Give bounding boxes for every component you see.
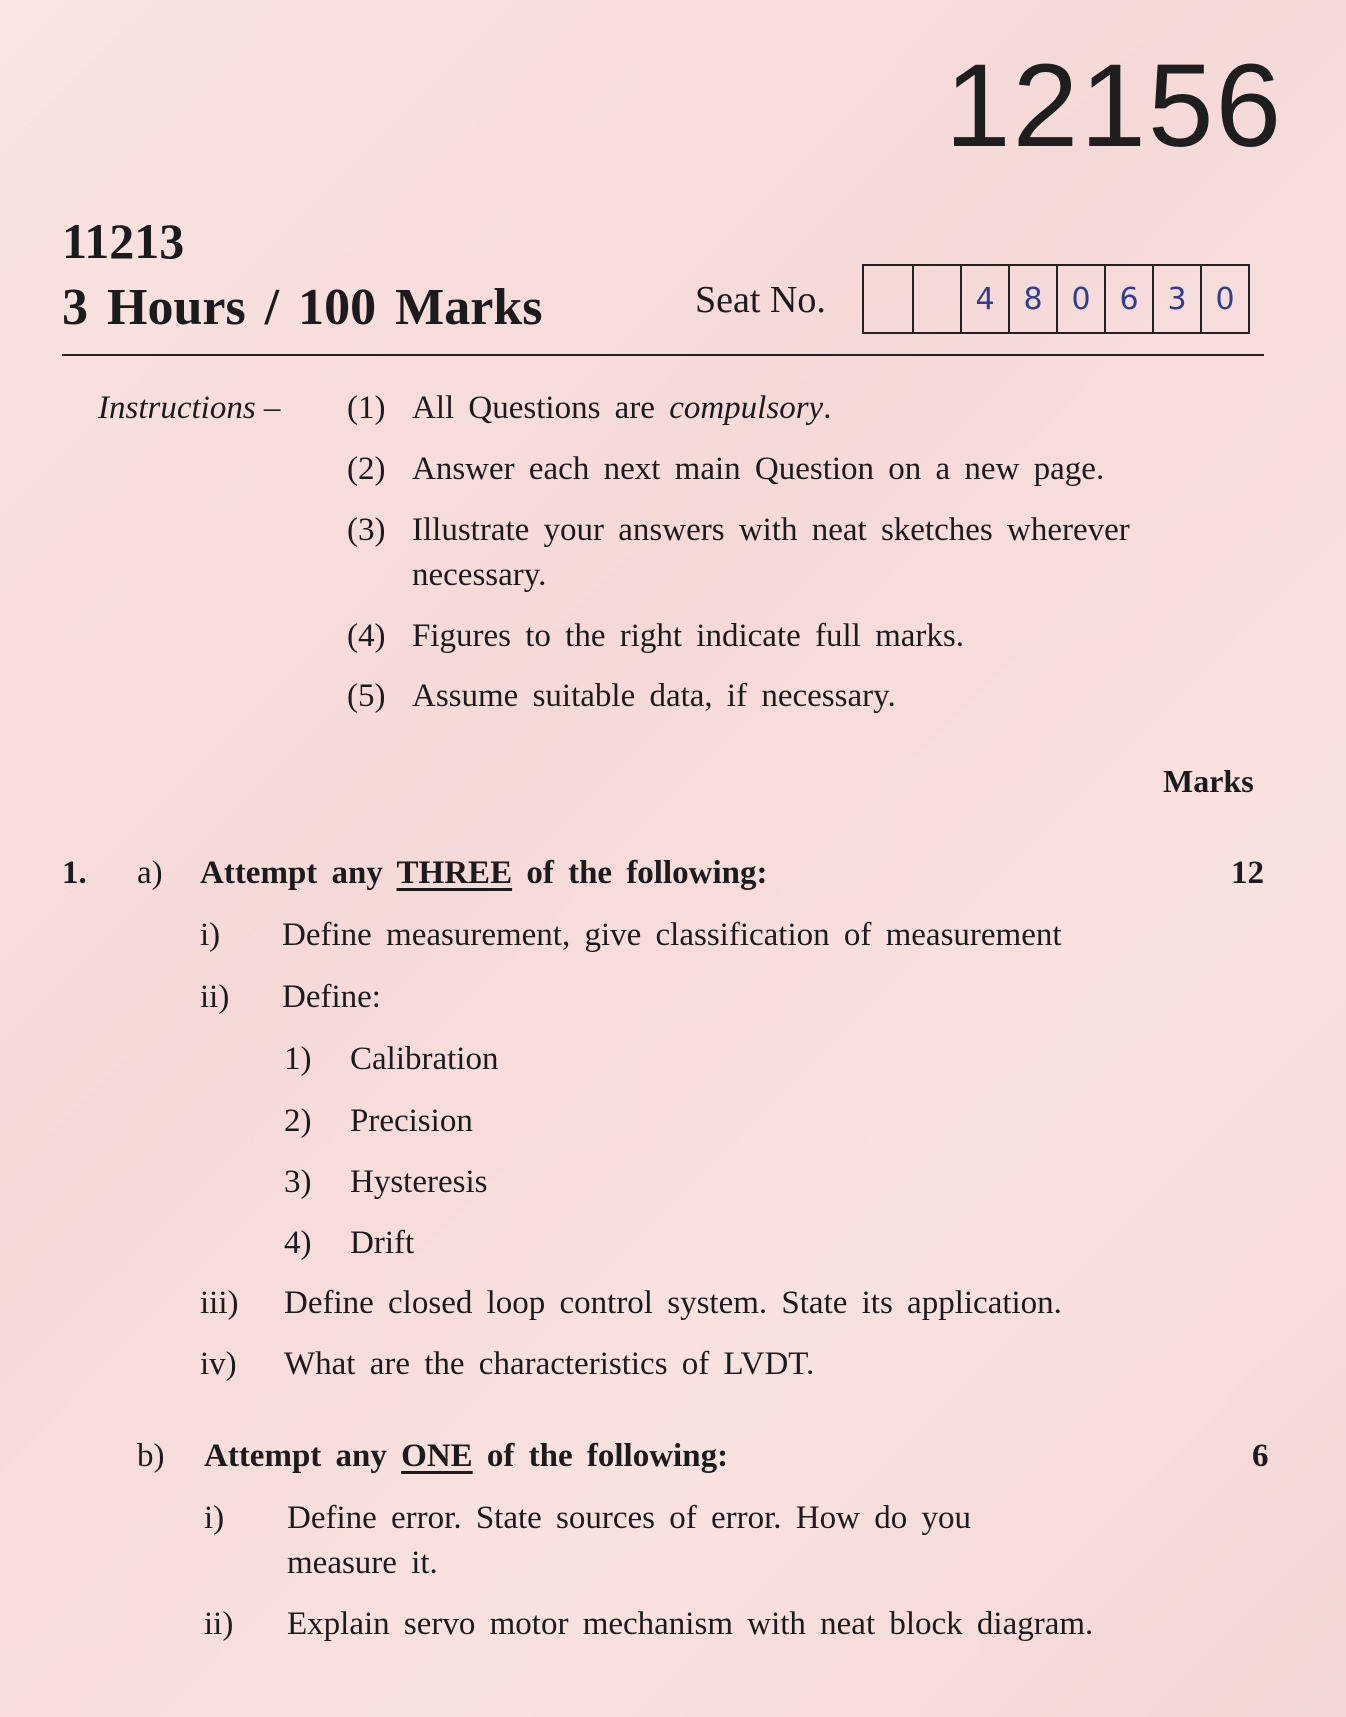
paper-code-large: 12156 — [945, 40, 1284, 172]
define-number: 4) — [284, 1225, 312, 1261]
instruction-text: Answer each next main Question on a new page. — [412, 451, 1105, 487]
instruction-text: All Questions are compulsory. — [412, 390, 832, 426]
define-number: 3) — [284, 1164, 312, 1200]
marks-value: 6 — [1252, 1438, 1269, 1474]
item-number: ii) — [204, 1606, 234, 1642]
define-term: Calibration — [350, 1041, 499, 1077]
sub-question-heading: Attempt any THREE of the following: — [200, 855, 768, 891]
marks-value: 12 — [1231, 855, 1264, 891]
instructions-label: Instructions – — [98, 390, 281, 426]
instruction-number: (5) — [347, 678, 386, 714]
define-term: Precision — [350, 1103, 473, 1139]
instruction-number: (4) — [347, 618, 386, 654]
seat-digit-box: 4 — [960, 266, 1008, 332]
seat-digit-box: 0 — [1200, 266, 1248, 332]
define-term: Drift — [350, 1225, 415, 1261]
marks-column-label: Marks — [1163, 763, 1254, 799]
item-text: What are the characteristics of LVDT. — [284, 1346, 815, 1382]
item-number: i) — [200, 917, 221, 953]
header-divider — [62, 354, 1264, 356]
item-text: Define closed loop control system. State its application. — [284, 1285, 1062, 1321]
item-text: Define: — [282, 979, 381, 1015]
sub-question-label: a) — [137, 855, 163, 891]
instruction-text: Figures to the right indicate full marks. — [412, 618, 964, 654]
sub-question-label: b) — [137, 1438, 165, 1474]
item-text: Define error. State sources of error. How do you — [287, 1500, 971, 1536]
item-number: iv) — [200, 1346, 237, 1382]
seat-number-label: Seat No. — [695, 279, 826, 321]
duration-marks: 3 Hours / 100 Marks — [62, 279, 543, 336]
instruction-number: (2) — [347, 451, 386, 487]
define-term: Hysteresis — [350, 1164, 488, 1200]
item-text-continued: measure it. — [287, 1545, 438, 1581]
instruction-text-continued: necessary. — [412, 557, 547, 593]
question-number: 1. — [62, 855, 87, 891]
define-number: 1) — [284, 1041, 312, 1077]
seat-digit-box — [864, 266, 912, 332]
seat-digit-box: 8 — [1008, 266, 1056, 332]
seat-number-boxes — [862, 264, 1250, 334]
instruction-number: (3) — [347, 512, 386, 548]
item-text: Explain servo motor mechanism with neat block diagram. — [287, 1606, 1094, 1642]
item-number: i) — [204, 1500, 225, 1536]
sub-question-heading: Attempt any ONE of the following: — [204, 1438, 729, 1474]
define-number: 2) — [284, 1103, 312, 1139]
paper-code: 11213 — [62, 213, 185, 269]
seat-digit-box: 3 — [1152, 266, 1200, 332]
seat-digit-box: 0 — [1056, 266, 1104, 332]
instruction-text: Illustrate your answers with neat sketches wherever — [412, 512, 1130, 548]
item-text: Define measurement, give classification of measurement — [282, 917, 1062, 953]
item-number: iii) — [200, 1285, 239, 1321]
instruction-text: Assume suitable data, if necessary. — [412, 678, 896, 714]
seat-digit-box — [912, 266, 960, 332]
instruction-number: (1) — [347, 390, 386, 426]
item-number: ii) — [200, 979, 230, 1015]
seat-digit-box: 6 — [1104, 266, 1152, 332]
